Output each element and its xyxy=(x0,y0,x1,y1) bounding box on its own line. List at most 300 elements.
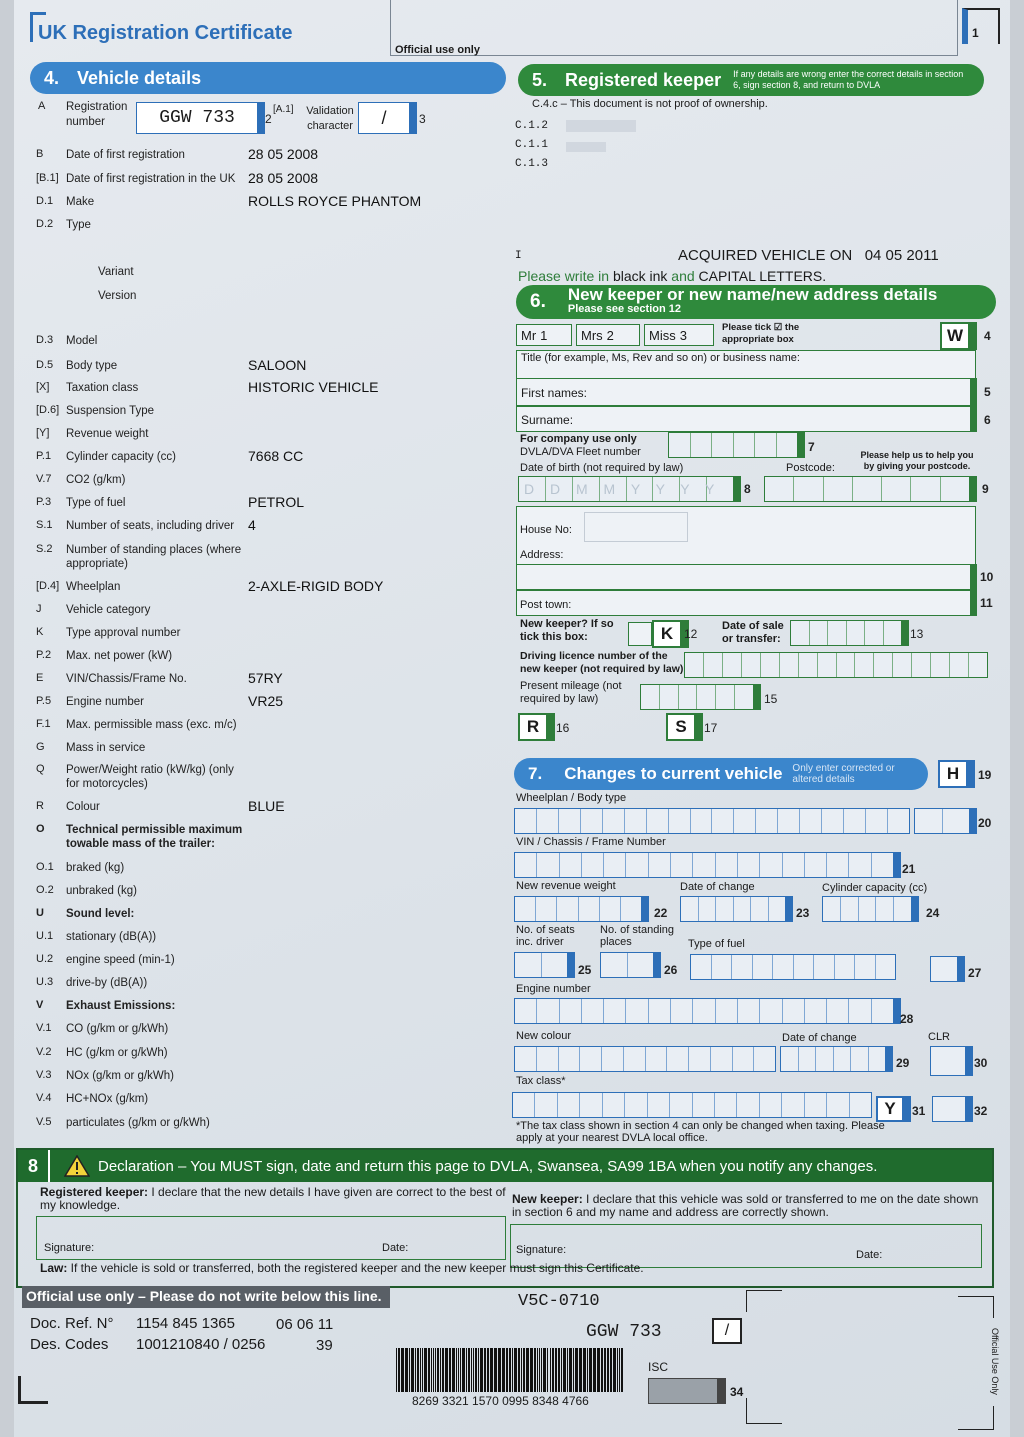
fleet-number-label: DVLA/DVA Fleet number xyxy=(520,446,641,458)
section-7-note: Only enter corrected or altered details xyxy=(792,763,895,785)
barcode-bar xyxy=(466,1348,467,1392)
field-32-number: 32 xyxy=(974,1104,988,1118)
seats-field[interactable] xyxy=(514,952,568,978)
revenue-weight-label: New revenue weight xyxy=(516,880,616,892)
fuel-field[interactable] xyxy=(690,954,896,980)
vehicle-field-code: O.1 xyxy=(36,861,54,873)
barcode-bar xyxy=(526,1348,529,1392)
section-7-number: 7. xyxy=(528,764,543,783)
barcode-bar xyxy=(422,1348,423,1392)
page-number: 1 xyxy=(972,26,979,40)
vehicle-field-code: D.2 xyxy=(36,218,54,230)
wheelplan-field[interactable] xyxy=(514,808,910,834)
section-5-note: If any details are wrong enter the correct details in section 6, sign section 8, and return to DVLA xyxy=(733,69,964,90)
vehicle-field-label: drive-by (dB(A)) xyxy=(66,977,148,989)
new-keeper-declaration xyxy=(512,1193,984,1219)
barcode-bar xyxy=(607,1348,609,1392)
law-text: If the vehicle is sold or transferred, both the registered keeper and the new keeper must sign this Certificate. xyxy=(67,1261,644,1275)
colour-date-label: Date of change xyxy=(782,1032,857,1044)
vehicle-field-label: Type approval number xyxy=(66,627,181,639)
barcode-bar xyxy=(428,1348,430,1392)
vehicle-field-value: ROLLS ROYCE PHANTOM xyxy=(248,193,422,209)
barcode-bar xyxy=(621,1348,623,1392)
nk-text: I declare that this vehicle was sold or transferred to me on the date shown in section 6 and my name and address are correctly shown. xyxy=(512,1192,979,1219)
barcode-bar xyxy=(417,1348,419,1392)
barcode-bar xyxy=(431,1348,432,1392)
vehicle-field-label: braked (kg) xyxy=(66,862,125,874)
vehicle-field-code: U.2 xyxy=(36,953,54,965)
vehicle-field-value: PETROL xyxy=(248,494,305,510)
title-miss-option[interactable] xyxy=(644,324,714,346)
barcode-bar xyxy=(405,1348,408,1392)
vehicle-field-label: Body type xyxy=(66,360,118,372)
standing-number: 26 xyxy=(664,963,678,977)
mileage-label: Present mileage (not required by law) xyxy=(520,680,622,705)
vehicle-field-code: U xyxy=(36,907,44,919)
vehicle-field-label: Technical permissible maximum towable mass of the trailer: xyxy=(66,824,243,850)
vehicle-field-label: Vehicle category xyxy=(66,604,151,616)
barcode-bar xyxy=(617,1348,618,1392)
clr-tab xyxy=(966,1046,973,1076)
reg-tab xyxy=(258,102,265,134)
address-tab xyxy=(970,564,977,590)
vehicle-field-code: [X] xyxy=(36,381,50,393)
date-change-label: Date of change xyxy=(680,881,755,893)
barcode-bar xyxy=(514,1348,517,1392)
field-32-tab xyxy=(966,1096,973,1122)
official-side-label: Official Use Only xyxy=(990,1328,1000,1395)
barcode-bar xyxy=(487,1348,489,1392)
nk-bold: New keeper: xyxy=(512,1192,583,1206)
vehicle-field-label: Engine number xyxy=(66,696,144,708)
vehicle-field-code: O xyxy=(36,823,45,835)
vehicle-field-value: BLUE xyxy=(248,798,285,814)
des-codes-label: Des. Codes xyxy=(30,1336,109,1353)
vehicle-field-label: Taxation class xyxy=(66,382,139,394)
vehicle-field-code: V.2 xyxy=(36,1046,52,1058)
barcode-bar xyxy=(473,1348,474,1392)
vehicle-field-label: Make xyxy=(66,196,95,208)
barcode-bar xyxy=(552,1348,554,1392)
seats-tab xyxy=(568,952,575,978)
house-number-field[interactable] xyxy=(584,512,688,542)
barcode-bar xyxy=(440,1348,441,1392)
registration-number: GGW 733 xyxy=(159,108,235,128)
dob-tab xyxy=(734,476,741,502)
section-8-header xyxy=(18,1150,992,1182)
h-tab xyxy=(968,760,975,788)
w-number: 4 xyxy=(984,329,991,343)
vehicle-field-label: Type of fuel xyxy=(66,497,126,509)
tax-class-field[interactable] xyxy=(512,1092,872,1118)
wheelplan-number: 20 xyxy=(978,816,992,830)
vehicle-field-value: 2-AXLE-RIGID BODY xyxy=(248,578,384,594)
colour-date-field[interactable] xyxy=(780,1046,886,1072)
cylinder-field[interactable] xyxy=(822,896,912,922)
barcode-bar xyxy=(420,1348,421,1392)
vehicle-field-label: Revenue weight xyxy=(66,428,149,440)
vehicle-field-label: Max. permissible mass (exc. m/c) xyxy=(66,719,237,731)
isc-field[interactable] xyxy=(648,1378,718,1404)
vehicle-field-label: Mass in service xyxy=(66,742,146,754)
post-town-number: 11 xyxy=(980,596,993,610)
redacted-keeper-address xyxy=(566,142,606,152)
vehicle-field-code: P.1 xyxy=(36,450,52,462)
rk-date-label: Date: xyxy=(382,1242,409,1254)
mrs-number: 2 xyxy=(606,327,614,343)
barcode-bar xyxy=(437,1348,439,1392)
ink-instruction xyxy=(518,268,826,284)
barcode-bar xyxy=(433,1348,434,1392)
vehicle-field-label: Variant xyxy=(98,266,134,278)
h-number: 19 xyxy=(978,768,992,782)
des-codes: 1001210840 / 0256 xyxy=(136,1336,266,1353)
section-6-subtitle: Please see section 12 xyxy=(567,303,681,315)
barcode-bar xyxy=(575,1348,578,1392)
corner-mark-right-top xyxy=(958,1296,994,1318)
vehicle-field-code: D.3 xyxy=(36,334,54,346)
validation-character-field[interactable] xyxy=(358,102,410,134)
barcode-bar xyxy=(452,1348,455,1392)
vehicle-field-label: Number of seats, including driver xyxy=(66,520,235,532)
miss-label: Miss xyxy=(649,327,676,343)
isc-number: 34 xyxy=(730,1385,744,1399)
first-names-tab xyxy=(970,378,977,406)
barcode-bar xyxy=(462,1348,465,1392)
barcode-bar xyxy=(541,1348,542,1392)
vehicle-field-label: Type xyxy=(66,219,91,231)
s-tab xyxy=(696,713,703,741)
barcode-bar xyxy=(409,1348,410,1392)
des-number: 39 xyxy=(316,1337,333,1354)
y-tab xyxy=(904,1096,911,1122)
barcode-bar xyxy=(579,1348,582,1392)
vin-field[interactable] xyxy=(514,852,894,878)
section-6-number: 6. xyxy=(530,291,546,312)
barcode-bar xyxy=(458,1348,459,1392)
registered-keeper-declaration xyxy=(40,1186,510,1212)
vehicle-field-code: V.7 xyxy=(36,473,52,485)
w-tab xyxy=(970,322,977,350)
new-colour-field[interactable] xyxy=(514,1046,776,1072)
y-box: Y xyxy=(876,1096,904,1122)
barcode-bar xyxy=(442,1348,444,1392)
registered-keeper-signature-box[interactable] xyxy=(36,1216,506,1260)
vehicle-field-value: 7668 CC xyxy=(248,448,304,464)
fuel-number: 27 xyxy=(968,966,982,980)
barcode-bar xyxy=(573,1348,574,1392)
dob-label: Date of birth (not required by law) xyxy=(520,462,684,474)
barcode-bar xyxy=(424,1348,427,1392)
vehicle-field-code: U.1 xyxy=(36,930,54,942)
vehicle-field-code: V.4 xyxy=(36,1092,52,1104)
barcode-bar xyxy=(567,1348,568,1392)
barcode-bar xyxy=(534,1348,536,1392)
barcode-bar xyxy=(480,1348,483,1392)
revenue-weight-field[interactable] xyxy=(514,896,642,922)
vehicle-field-label: Sound level: xyxy=(66,908,135,920)
validation-box-number: 3 xyxy=(419,112,426,126)
vehicle-field-code: [D.4] xyxy=(36,580,60,592)
i-code: I xyxy=(515,250,522,262)
vehicle-field-value: 28 05 2008 xyxy=(248,146,319,162)
acquired-date: ACQUIRED VEHICLE ON 04 05 2011 xyxy=(678,247,939,264)
rk-text: I declare that the new details I have given are correct to the best of my knowledge. xyxy=(40,1185,506,1212)
barcode-bar xyxy=(619,1348,620,1392)
mileage-number: 15 xyxy=(764,692,778,706)
section-4-header xyxy=(30,62,506,94)
post-town-tab xyxy=(970,590,977,616)
vehicle-field-code: D.5 xyxy=(36,359,54,371)
isc-tab xyxy=(718,1378,726,1404)
engine-label: Engine number xyxy=(516,983,591,995)
k-box: K xyxy=(652,620,682,648)
sale-date-label: Date of sale or transfer: xyxy=(722,620,784,645)
cylinder-label: Cylinder capacity (cc) xyxy=(822,882,928,894)
vehicle-field-code: [D.6] xyxy=(36,404,60,416)
address-line xyxy=(516,564,976,565)
colour-date-tab xyxy=(886,1046,893,1072)
cylinder-number: 24 xyxy=(926,906,940,920)
postcode-number: 9 xyxy=(982,482,989,496)
barcode-bar xyxy=(456,1348,457,1392)
fuel-label: Type of fuel xyxy=(688,938,745,950)
barcode-bar xyxy=(460,1348,461,1392)
title-mr-option[interactable] xyxy=(516,324,572,346)
vehicle-field-label: Model xyxy=(66,335,98,347)
vehicle-field-label: stationary (dB(A)) xyxy=(66,931,157,943)
barcode-bar xyxy=(597,1348,600,1392)
barcode-bar xyxy=(563,1348,566,1392)
clr-number: 30 xyxy=(974,1056,988,1070)
vehicle-field-label: Date of first registration xyxy=(66,149,185,161)
postcode-help: Please help us to help you by giving your postcode. xyxy=(860,450,974,471)
r-number: 16 xyxy=(556,721,570,735)
doc-ref-label: Doc. Ref. N° xyxy=(30,1315,114,1332)
sale-date-number: 13 xyxy=(910,627,924,641)
barcode-bar xyxy=(498,1348,501,1392)
vehicle-field-code: P.5 xyxy=(36,695,52,707)
sale-date-field[interactable] xyxy=(790,620,902,646)
doc-date: 06 06 11 xyxy=(276,1316,334,1333)
mr-label: Mr xyxy=(521,327,537,343)
vehicle-field-label: Number of standing places (where appropriate) xyxy=(66,544,242,570)
vehicle-field-code: P.2 xyxy=(36,649,52,661)
engine-number: 28 xyxy=(900,1012,914,1026)
c12-code: C.1.2 xyxy=(515,120,549,132)
section-5-title: Registered keeper xyxy=(565,69,722,90)
date-change-tab xyxy=(786,896,793,922)
barcode-bar xyxy=(509,1348,511,1392)
vehicle-field-code: [B.1] xyxy=(36,172,59,184)
section-4-number: 4. xyxy=(44,67,60,88)
vehicle-field-code: Q xyxy=(36,763,45,775)
doc-ref-number: 1154 845 1365 xyxy=(136,1315,235,1332)
postcode-tab xyxy=(970,476,977,502)
date-change-field[interactable] xyxy=(680,896,786,922)
vehicle-field-code: V.3 xyxy=(36,1069,52,1081)
barcode-bar xyxy=(401,1348,404,1392)
surname-tab xyxy=(970,406,977,432)
tick-instruction: Please tick ☑ the appropriate box xyxy=(722,322,800,345)
barcode-bar xyxy=(468,1348,470,1392)
vehicle-field-label: Date of first registration in the UK xyxy=(66,173,236,185)
barcode-bar xyxy=(518,1348,520,1392)
ink-text-a: Please write in xyxy=(518,268,613,284)
law-bold: Law: xyxy=(40,1261,68,1275)
vehicle-field-label: CO (g/km or g/kWh) xyxy=(66,1023,169,1035)
barcode-bar xyxy=(547,1348,548,1392)
barcode-bar xyxy=(601,1348,603,1392)
barcode-bar xyxy=(543,1348,546,1392)
post-town-label: Post town: xyxy=(520,599,572,611)
reg-box-number: 2 xyxy=(265,112,272,126)
mileage-field[interactable] xyxy=(640,684,754,710)
w-box: W xyxy=(940,322,970,350)
barcode-bar xyxy=(449,1348,451,1392)
ownership-notice: C.4.c – This document is not proof of ownership. xyxy=(532,98,768,110)
r-box: R xyxy=(518,713,548,741)
new-keeper-label: New keeper? If so tick this box: xyxy=(520,618,614,643)
isc-label: ISC xyxy=(648,1360,669,1374)
revenue-weight-tab xyxy=(642,896,649,922)
first-names-label: First names: xyxy=(521,386,588,400)
fleet-number-box: 7 xyxy=(808,440,815,454)
surname-field[interactable] xyxy=(516,406,976,432)
h-box: H xyxy=(938,760,968,788)
vehicle-field-label: Power/Weight ratio (kW/kg) (only for motorcycles) xyxy=(66,764,234,790)
barcode-bar xyxy=(561,1348,562,1392)
tax-footnote: *The tax class shown in section 4 can only be changed when taxing. Please apply at your nearest DVLA local office. xyxy=(516,1120,885,1144)
seats-label: No. of seats inc. driver xyxy=(516,924,575,948)
first-names-field[interactable] xyxy=(516,378,976,406)
vehicle-field-label: particulates (g/km or g/kWh) xyxy=(66,1117,210,1129)
vehicle-field-code: S.2 xyxy=(36,543,53,555)
engine-field[interactable] xyxy=(514,998,894,1024)
new-keeper-checkbox[interactable] xyxy=(628,622,652,646)
mileage-tab xyxy=(754,684,761,710)
barcode-bar xyxy=(484,1348,486,1392)
section-8-number: 8 xyxy=(18,1150,50,1182)
mr-number: 1 xyxy=(540,327,548,343)
vehicle-field-label: engine speed (min-1) xyxy=(66,954,175,966)
revenue-weight-number: 22 xyxy=(654,906,668,920)
clr-label: CLR xyxy=(928,1031,951,1043)
vehicle-field-code: R xyxy=(36,800,44,812)
vehicle-field-code: U.3 xyxy=(36,976,54,988)
validation-label: Validation character xyxy=(306,105,354,132)
field-32[interactable] xyxy=(932,1096,966,1122)
barcode-bar xyxy=(475,1348,477,1392)
vehicle-field-value: 57RY xyxy=(248,670,283,686)
section-6-title: New keeper or new name/new address details xyxy=(567,285,938,304)
vehicle-field-value: VR25 xyxy=(248,693,284,709)
tax-class-label: Tax class* xyxy=(516,1075,566,1087)
barcode-bar xyxy=(471,1348,472,1392)
barcode-bar xyxy=(398,1348,400,1392)
rk-signature-label: Signature: xyxy=(44,1242,95,1254)
dob-number: 8 xyxy=(744,482,751,496)
vehicle-field-label: Cylinder capacity (cc) xyxy=(66,451,176,463)
vin-number: 21 xyxy=(902,862,916,876)
vehicle-field-value: 4 xyxy=(248,517,256,533)
vehicle-field-label: Wheelplan xyxy=(66,581,121,593)
barcode-bar xyxy=(396,1348,397,1392)
licence-field[interactable] xyxy=(684,652,988,678)
fleet-number-field[interactable] xyxy=(668,432,798,458)
barcode-bar xyxy=(537,1348,538,1392)
vehicle-field-label: CO2 (g/km) xyxy=(66,474,126,486)
section-5-number: 5. xyxy=(532,69,548,90)
barcode-bar xyxy=(604,1348,606,1392)
barcode-bar xyxy=(494,1348,497,1392)
document-title: UK Registration Certificate xyxy=(38,22,293,44)
wheelplan-extra-field[interactable] xyxy=(914,808,970,834)
vehicle-field-label: Version xyxy=(98,290,137,302)
vehicle-field-value: SALOON xyxy=(248,357,307,373)
mrs-label: Mrs xyxy=(581,327,603,343)
vehicle-field-code: S.1 xyxy=(36,519,53,531)
barcode-bar xyxy=(490,1348,493,1392)
vehicle-field-code: E xyxy=(36,672,44,684)
first-names-number: 5 xyxy=(984,385,991,399)
fuel-code-field[interactable] xyxy=(930,956,958,982)
registration-number-field[interactable] xyxy=(136,102,258,134)
barcode-bar xyxy=(512,1348,513,1392)
vehicle-field-value: 28 05 2008 xyxy=(248,170,319,186)
nk-signature-label: Signature: xyxy=(516,1244,567,1256)
barcode-bar xyxy=(550,1348,551,1392)
barcode-bar xyxy=(415,1348,416,1392)
postcode-field[interactable] xyxy=(764,476,970,502)
vehicle-field-code: B xyxy=(36,148,44,160)
barcode-bar xyxy=(569,1348,572,1392)
corner-bracket-mid xyxy=(746,1290,782,1312)
law-notice xyxy=(40,1261,644,1275)
barcode-bar xyxy=(587,1348,588,1392)
s-number: 17 xyxy=(704,721,718,735)
barcode-bar xyxy=(523,1348,525,1392)
barcode-bar xyxy=(521,1348,522,1392)
sale-date-tab xyxy=(902,620,909,646)
barcode-bar xyxy=(589,1348,592,1392)
surname-label: Surname: xyxy=(521,413,574,427)
section-6-header xyxy=(516,285,996,319)
title-other-field[interactable] xyxy=(516,350,976,378)
title-mrs-option[interactable] xyxy=(576,324,640,346)
validation-code: [A.1] xyxy=(273,104,294,115)
page-number-box xyxy=(962,8,1000,44)
validation-tab xyxy=(410,102,417,134)
clr-field[interactable] xyxy=(930,1046,966,1076)
corner-bracket-bottom xyxy=(746,1398,782,1424)
validation-character: / xyxy=(381,107,387,128)
vehicle-field-code: O.2 xyxy=(36,884,54,896)
y-number: 31 xyxy=(912,1104,926,1118)
barcode-bar xyxy=(610,1348,612,1392)
corner-mark-bottom-left xyxy=(18,1376,48,1404)
address-label: Address: xyxy=(520,549,564,561)
post-town-field[interactable] xyxy=(516,590,976,616)
k-number: 12 xyxy=(684,627,698,641)
barcode-bar xyxy=(613,1348,616,1392)
standing-field[interactable] xyxy=(600,952,654,978)
vehicle-field-label: VIN/Chassis/Frame No. xyxy=(66,673,187,685)
vehicle-field-label: Exhaust Emissions: xyxy=(66,1000,176,1012)
corner-mark-right-bottom xyxy=(958,1406,994,1430)
vehicle-field-label: Suspension Type xyxy=(66,405,155,417)
section-4-title: Vehicle details xyxy=(77,67,202,88)
